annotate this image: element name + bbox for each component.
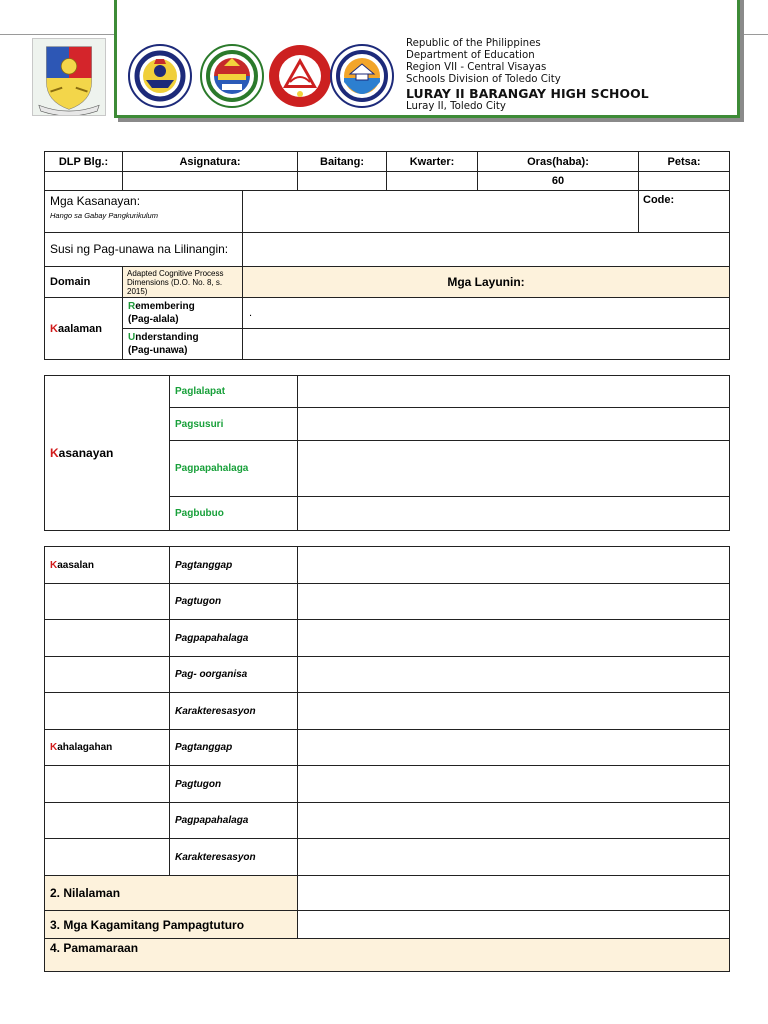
duration-value[interactable]: 60 [478,172,639,191]
kahalagahan-level-karakteresasyon: Karakteresasyon [170,839,298,876]
nilalaman-value[interactable] [298,876,730,911]
kahalagahan-blank-2 [45,803,170,839]
department-of-education-seal-icon [268,44,332,108]
kahalagahan-objective-pagpapahalaga[interactable] [298,803,730,839]
kagamitan-value[interactable] [298,911,730,939]
philippine-seal-icon [32,38,106,116]
kahalagahan-level-pagtanggap: Pagtanggap [170,730,298,766]
level-pagpapahalaga: Pagpapahalaga [170,441,298,497]
header-line-division: Schools Division of Toledo City [406,74,561,85]
kasanayan-initial: K [50,446,59,460]
understanding-objective[interactable] [243,329,730,360]
school-address: Luray II, Toledo City [406,101,506,112]
quarter-value[interactable] [387,172,478,191]
remembering-initial: R [128,301,136,312]
level-pagsusuri: Pagsusuri [170,408,298,441]
kaasalan-objective-pagtanggap[interactable] [298,547,730,584]
kagawaran-ng-edukasyon-seal-icon [128,44,192,108]
header-line-department: Department of Education [406,50,535,61]
level-pagbubuo: Pagbubuo [170,497,298,531]
kaalaman-domain [45,298,123,360]
kaasalan-objective-pagpapahalaga[interactable] [298,620,730,657]
key-understanding-value[interactable] [243,233,730,267]
competency-label-cell [45,191,243,233]
understanding-sublabel: (Pag-unawa) [128,345,188,356]
kaasalan-objective-pagtugon[interactable] [298,584,730,620]
kaasalan-domain [45,547,170,584]
nilalaman-label: 2. Nilalaman [45,876,298,911]
objective-pagpapahalaga[interactable] [298,441,730,497]
code-label: Code: [639,191,730,233]
subject-header: Asignatura: [123,152,298,172]
kaasalan-rest: aasalan [57,559,94,571]
header-line-republic: Republic of the Philippines [406,38,541,49]
region-vii-seal-icon [200,44,264,108]
kahalagahan-level-pagtugon: Pagtugon [170,766,298,803]
kahalagahan-rest: ahalagahan [57,742,113,753]
quarter-header: Kwarter: [387,152,478,172]
objectives-label: Mga Layunin: [243,267,730,298]
dlp-number-header: DLP Blg.: [45,152,123,172]
kaasalan-initial: K [50,559,58,571]
remembering-objective[interactable]: . [243,298,730,329]
objective-pagbubuo[interactable] [298,497,730,531]
kaasalan-level-pag-oorganisa: Pag- oorganisa [170,657,298,693]
remembering-cell [123,298,243,329]
objective-pagsusuri[interactable] [298,408,730,441]
kahalagahan-objective-karakteresasyon[interactable] [298,839,730,876]
kaasalan-level-pagpapahalaga: Pagpapahalaga [170,620,298,657]
kahalagahan-level-pagpapahalaga: Pagpapahalaga [170,803,298,839]
kaasalan-blank-3 [45,657,170,693]
kaasalan-objective-karakteresasyon[interactable] [298,693,730,730]
school-seal-icon [330,44,394,108]
kaasalan-blank-4 [45,693,170,730]
domain-label: Domain [45,267,123,298]
remembering-sublabel: (Pag-alala) [128,314,179,325]
kahalagahan-blank-1 [45,766,170,803]
kasanayan-domain [45,376,170,531]
kaasalan-level-pagtugon: Pagtugon [170,584,298,620]
date-header: Petsa: [639,152,730,172]
understanding-rest: nderstanding [135,332,199,343]
competency-value[interactable] [243,191,639,233]
duration-header: Oras(haba): [478,152,639,172]
pamamaraan-label: 4. Pamamaraan [45,939,730,972]
school-header-text [406,38,649,113]
competency-sublabel: Hango sa Gabay Pangkurikulum [50,211,158,220]
dimensions-label: Adapted Cognitive Process Dimensions (D.O. No. 8, s. 2015) [123,267,243,298]
kahalagahan-objective-pagtugon[interactable] [298,766,730,803]
kasanayan-rest: asanayan [58,446,114,460]
kahalagahan-domain [45,730,170,766]
kaalaman-rest: aalaman [57,322,102,335]
kaasalan-level-karakteresasyon: Karakteresasyon [170,693,298,730]
key-understanding-label: Susi ng Pag-unawa na Lilinangin: [45,233,243,267]
objective-paglalapat[interactable] [298,376,730,408]
kaasalan-blank-2 [45,620,170,657]
competency-label: Mga Kasanayan: [50,194,141,208]
kahalagahan-objective-pagtanggap[interactable] [298,730,730,766]
kaasalan-blank-1 [45,584,170,620]
lesson-info-table [44,151,730,360]
level-paglalapat: Paglalapat [170,376,298,408]
kaasalan-table [44,546,730,972]
kasanayan-table [44,375,730,531]
grade-value[interactable] [298,172,387,191]
kahalagahan-blank-3 [45,839,170,876]
date-value[interactable] [639,172,730,191]
understanding-initial: U [128,332,136,343]
understanding-cell [123,329,243,360]
remembering-rest: emembering [135,301,195,312]
school-name: LURAY II BARANGAY HIGH SCHOOL [406,86,649,101]
kahalagahan-initial: K [50,742,58,753]
dlp-number-value[interactable] [45,172,123,191]
kagamitan-label: 3. Mga Kagamitang Pampagtuturo [45,911,298,939]
kaasalan-objective-pag-oorganisa[interactable] [298,657,730,693]
header-line-region: Region VII - Central Visayas [406,62,547,73]
kaasalan-level-pagtanggap: Pagtanggap [170,547,298,584]
kaalaman-initial: K [50,322,58,335]
grade-header: Baitang: [298,152,387,172]
subject-value[interactable] [123,172,298,191]
